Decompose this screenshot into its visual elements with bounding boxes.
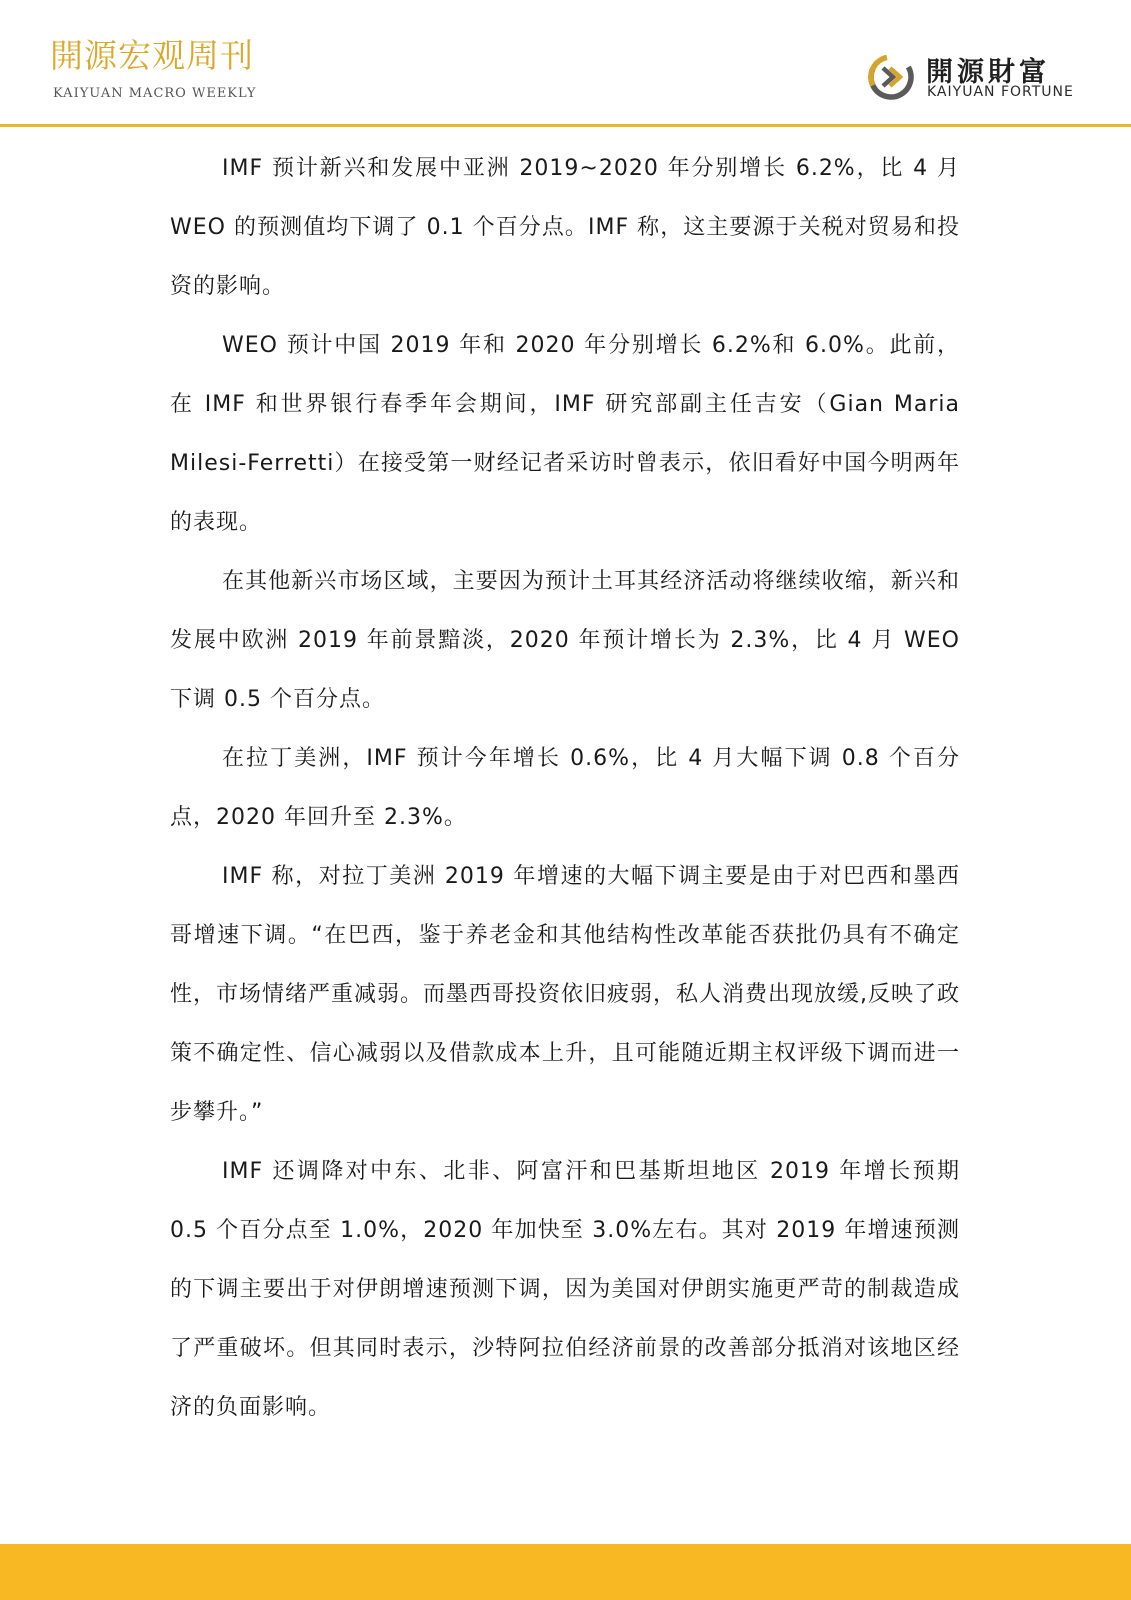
paragraph: 在拉丁美洲，IMF 预计今年增长 0.6%，比 4 月大幅下调 0.8 个百分点，2020 年回升至 2.3%。 — [170, 746, 960, 830]
paragraph: IMF 预计新兴和发展中亚洲 2019~2020 年分别增长 6.2%，比 4 月 WEO 的预测值均下调了 0.1 个百分点。IMF 称，这主要源于关税对贸易和投资的影响。 — [170, 156, 960, 299]
page-header — [0, 0, 1131, 128]
footer-band — [0, 1544, 1131, 1600]
publication-title: 開源宏观周刊 — [50, 36, 254, 75]
paragraph: WEO 预计中国 2019 年和 2020 年分别增长 6.2%和 6.0%。此前，在 IMF 和世界银行春季年会期间，IMF 研究部副主任吉安（Gian Maria Milesi-Ferretti）在接受第一财经记者采访时曾表示，依旧看好中国今明两年的表现。 — [170, 333, 960, 535]
kaiyuan-logo-icon — [866, 52, 916, 102]
brand-logo — [866, 48, 1106, 108]
logo-name-cn: 開源財富 — [926, 57, 1050, 88]
article-body — [170, 139, 960, 1437]
paragraph: 在其他新兴市场区域，主要因为预计土耳其经济活动将继续收缩，新兴和发展中欧洲 2019 年前景黯淡，2020 年预计增长为 2.3%，比 4 月 WEO 下调 0.5 个百分点。 — [170, 569, 960, 712]
paragraph: IMF 称，对拉丁美洲 2019 年增速的大幅下调主要是由于对巴西和墨西哥增速下调。“在巴西，鉴于养老金和其他结构性改革能否获批仍具有不确定性，市场情绪严重减弱。而墨西哥投资依旧疲弱，私人消费出现放缓,反映了政策不确定性、信心减弱以及借款成本上升，且可能随近期主权评级下调而进一步攀升。” — [170, 864, 960, 1125]
logo-name-en: KAIYUAN FORTUNE — [927, 84, 1074, 100]
header-divider — [0, 124, 1131, 127]
publication-subtitle: KAIYUAN MACRO WEEKLY — [53, 86, 257, 101]
paragraph: IMF 还调降对中东、北非、阿富汗和巴基斯坦地区 2019 年增长预期 0.5 个百分点至 1.0%，2020 年加快至 3.0%左右。其对 2019 年增速预测的下调主要出于对伊朗增速预测下调，因为美国对伊朗实施更严苛的制裁造成了严重破坏。但其同时表示，沙特阿拉伯经济前景的改善部分抵消对该地区经济的负面影响。 — [170, 1159, 960, 1420]
